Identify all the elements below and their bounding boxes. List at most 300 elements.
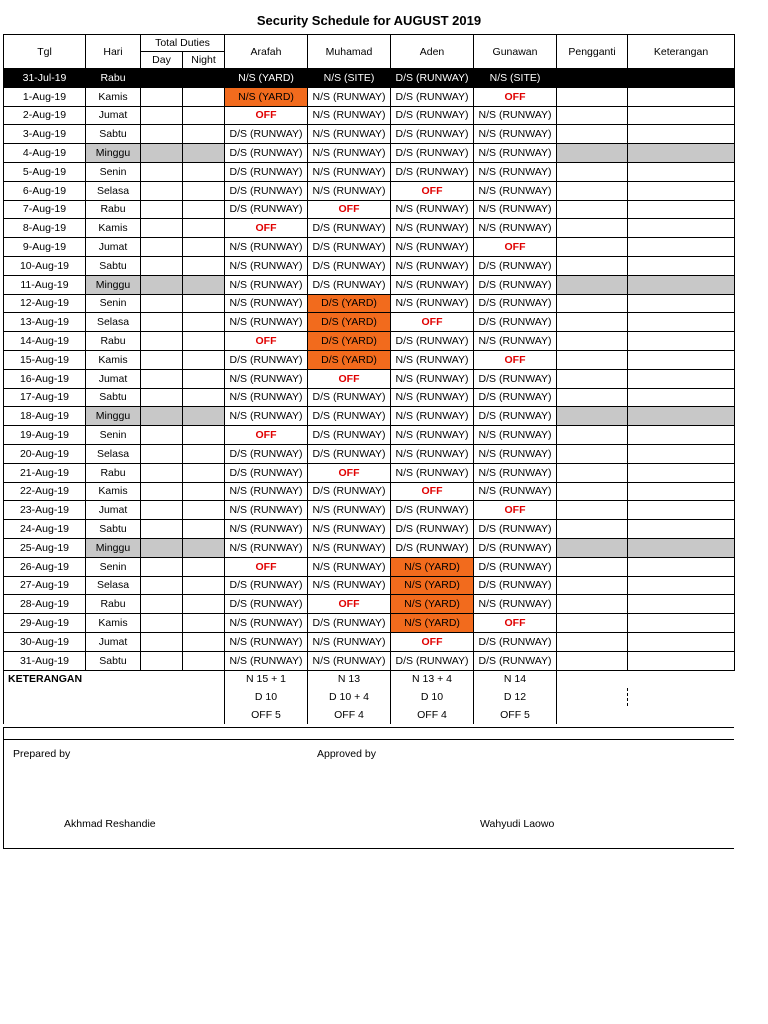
- table-row: [4, 426, 735, 445]
- cell-pengganti: [557, 162, 628, 181]
- cell-keterangan: [628, 294, 735, 313]
- cell-day: [141, 181, 183, 200]
- cell-night: [183, 275, 225, 294]
- cell-tgl: 17-Aug-19: [4, 388, 86, 407]
- summary-gunawan: N 14: [474, 670, 557, 688]
- cell-muhamad: N/S (RUNWAY): [308, 520, 391, 539]
- cell-keterangan: [628, 632, 735, 651]
- table-row: [4, 369, 735, 388]
- cell-muhamad: D/S (RUNWAY): [308, 275, 391, 294]
- table-row: [4, 538, 735, 557]
- table-row: [4, 463, 735, 482]
- cell-muhamad: D/S (RUNWAY): [308, 256, 391, 275]
- cell-arafah: D/S (RUNWAY): [225, 144, 308, 163]
- table-row: [4, 106, 735, 125]
- cell-night: [183, 595, 225, 614]
- summary-pengganti: [557, 706, 628, 724]
- cell-tgl: 8-Aug-19: [4, 219, 86, 238]
- cell-night: [183, 557, 225, 576]
- cell-keterangan: [628, 350, 735, 369]
- cell-aden: D/S (RUNWAY): [391, 69, 474, 88]
- cell-night: [183, 144, 225, 163]
- cell-night: [183, 388, 225, 407]
- cell-arafah: N/S (RUNWAY): [225, 614, 308, 633]
- cell-keterangan: [628, 557, 735, 576]
- cell-tgl: 29-Aug-19: [4, 614, 86, 633]
- cell-day: [141, 144, 183, 163]
- cell-day: [141, 444, 183, 463]
- cell-hari: Kamis: [86, 350, 141, 369]
- cell-arafah: N/S (RUNWAY): [225, 482, 308, 501]
- cell-hari: Selasa: [86, 313, 141, 332]
- cell-arafah: N/S (RUNWAY): [225, 313, 308, 332]
- cell-gunawan: OFF: [474, 238, 557, 257]
- cell-hari: Sabtu: [86, 125, 141, 144]
- cell-keterangan: [628, 106, 735, 125]
- cell-gunawan: D/S (RUNWAY): [474, 651, 557, 670]
- cell-night: [183, 501, 225, 520]
- cell-arafah: D/S (RUNWAY): [225, 125, 308, 144]
- cell-muhamad: OFF: [308, 369, 391, 388]
- cell-hari: Kamis: [86, 482, 141, 501]
- cell-gunawan: OFF: [474, 87, 557, 106]
- table-row: [4, 69, 735, 88]
- cell-night: [183, 181, 225, 200]
- table-row: [4, 313, 735, 332]
- cell-tgl: 15-Aug-19: [4, 350, 86, 369]
- cell-muhamad: N/S (RUNWAY): [308, 557, 391, 576]
- summary-aden: N 13 + 4: [391, 670, 474, 688]
- cell-hari: Selasa: [86, 576, 141, 595]
- cell-night: [183, 162, 225, 181]
- table-row: [4, 407, 735, 426]
- cell-day: [141, 482, 183, 501]
- cell-arafah: N/S (RUNWAY): [225, 651, 308, 670]
- cell-muhamad: OFF: [308, 200, 391, 219]
- cell-day: [141, 463, 183, 482]
- cell-night: [183, 482, 225, 501]
- cell-aden: N/S (RUNWAY): [391, 463, 474, 482]
- table-row: [4, 238, 735, 257]
- table-row: [4, 332, 735, 351]
- cell-aden: N/S (RUNWAY): [391, 444, 474, 463]
- cell-gunawan: D/S (RUNWAY): [474, 313, 557, 332]
- cell-arafah: OFF: [225, 557, 308, 576]
- cell-hari: Senin: [86, 557, 141, 576]
- cell-pengganti: [557, 181, 628, 200]
- cell-pengganti: [557, 651, 628, 670]
- cell-hari: Minggu: [86, 407, 141, 426]
- cell-hari: Kamis: [86, 87, 141, 106]
- cell-day: [141, 576, 183, 595]
- cell-arafah: N/S (RUNWAY): [225, 369, 308, 388]
- table-row: [4, 294, 735, 313]
- cell-muhamad: D/S (YARD): [308, 313, 391, 332]
- table-row: [4, 595, 735, 614]
- cell-arafah: D/S (RUNWAY): [225, 463, 308, 482]
- cell-muhamad: N/S (RUNWAY): [308, 106, 391, 125]
- schedule-table: [3, 34, 735, 724]
- cell-hari: Senin: [86, 162, 141, 181]
- cell-muhamad: N/S (RUNWAY): [308, 651, 391, 670]
- table-row: [4, 181, 735, 200]
- cell-tgl: 23-Aug-19: [4, 501, 86, 520]
- cell-pengganti: [557, 501, 628, 520]
- cell-hari: Jumat: [86, 238, 141, 257]
- table-row: [4, 350, 735, 369]
- cell-pengganti: [557, 294, 628, 313]
- cell-aden: N/S (RUNWAY): [391, 350, 474, 369]
- cell-aden: N/S (RUNWAY): [391, 426, 474, 445]
- cell-arafah: N/S (YARD): [225, 69, 308, 88]
- cell-keterangan: [628, 576, 735, 595]
- header-hari: Hari: [86, 35, 141, 69]
- cell-night: [183, 106, 225, 125]
- cell-aden: N/S (RUNWAY): [391, 200, 474, 219]
- cell-night: [183, 313, 225, 332]
- cell-arafah: N/S (RUNWAY): [225, 294, 308, 313]
- cell-gunawan: N/S (RUNWAY): [474, 106, 557, 125]
- cell-muhamad: N/S (SITE): [308, 69, 391, 88]
- cell-night: [183, 614, 225, 633]
- cell-arafah: N/S (RUNWAY): [225, 238, 308, 257]
- cell-aden: OFF: [391, 313, 474, 332]
- cell-night: [183, 87, 225, 106]
- cell-aden: D/S (RUNWAY): [391, 162, 474, 181]
- cell-hari: Selasa: [86, 444, 141, 463]
- cell-day: [141, 614, 183, 633]
- cell-gunawan: N/S (RUNWAY): [474, 181, 557, 200]
- cell-keterangan: [628, 520, 735, 539]
- cell-keterangan: [628, 482, 735, 501]
- cell-pengganti: [557, 576, 628, 595]
- cell-tgl: 24-Aug-19: [4, 520, 86, 539]
- cell-muhamad: D/S (RUNWAY): [308, 238, 391, 257]
- cell-muhamad: D/S (RUNWAY): [308, 426, 391, 445]
- cell-tgl: 3-Aug-19: [4, 125, 86, 144]
- cell-day: [141, 407, 183, 426]
- cell-aden: N/S (YARD): [391, 576, 474, 595]
- cell-day: [141, 520, 183, 539]
- cell-keterangan: [628, 388, 735, 407]
- cell-aden: D/S (RUNWAY): [391, 87, 474, 106]
- cell-muhamad: D/S (RUNWAY): [308, 444, 391, 463]
- cell-gunawan: N/S (RUNWAY): [474, 162, 557, 181]
- cell-day: [141, 200, 183, 219]
- table-row: [4, 219, 735, 238]
- cell-muhamad: N/S (RUNWAY): [308, 144, 391, 163]
- cell-arafah: N/S (RUNWAY): [225, 501, 308, 520]
- cell-keterangan: [628, 181, 735, 200]
- cell-pengganti: [557, 407, 628, 426]
- cell-day: [141, 557, 183, 576]
- table-row: [4, 651, 735, 670]
- cell-pengganti: [557, 463, 628, 482]
- cell-pengganti: [557, 538, 628, 557]
- summary-arafah: D 10: [225, 688, 308, 706]
- table-row: [4, 144, 735, 163]
- cell-gunawan: N/S (RUNWAY): [474, 219, 557, 238]
- cell-aden: OFF: [391, 482, 474, 501]
- summary-label: [4, 706, 225, 724]
- cell-hari: Sabtu: [86, 388, 141, 407]
- cell-tgl: 16-Aug-19: [4, 369, 86, 388]
- prepared-by-label: Prepared by: [13, 748, 71, 760]
- cell-arafah: N/S (RUNWAY): [225, 632, 308, 651]
- cell-night: [183, 125, 225, 144]
- table-row: [4, 576, 735, 595]
- cell-keterangan: [628, 125, 735, 144]
- cell-hari: Senin: [86, 294, 141, 313]
- cell-muhamad: D/S (RUNWAY): [308, 482, 391, 501]
- cell-pengganti: [557, 106, 628, 125]
- summary-gunawan: D 12: [474, 688, 557, 706]
- cell-arafah: D/S (RUNWAY): [225, 444, 308, 463]
- cell-hari: Rabu: [86, 332, 141, 351]
- cell-hari: Sabtu: [86, 520, 141, 539]
- cell-aden: D/S (RUNWAY): [391, 144, 474, 163]
- cell-tgl: 31-Jul-19: [4, 69, 86, 88]
- cell-night: [183, 463, 225, 482]
- summary-label: [4, 688, 225, 706]
- cell-muhamad: N/S (RUNWAY): [308, 125, 391, 144]
- page-title: Security Schedule for AUGUST 2019: [256, 13, 482, 28]
- header-total-duties: Total Duties: [141, 35, 225, 52]
- table-row: [4, 482, 735, 501]
- cell-tgl: 14-Aug-19: [4, 332, 86, 351]
- cell-arafah: N/S (RUNWAY): [225, 538, 308, 557]
- table-row: [4, 444, 735, 463]
- cell-day: [141, 651, 183, 670]
- table-row: [4, 501, 735, 520]
- table-row: [4, 256, 735, 275]
- cell-hari: Kamis: [86, 614, 141, 633]
- cell-day: [141, 87, 183, 106]
- cell-keterangan: [628, 426, 735, 445]
- cell-arafah: N/S (RUNWAY): [225, 275, 308, 294]
- cell-pengganti: [557, 350, 628, 369]
- cell-aden: N/S (YARD): [391, 614, 474, 633]
- cell-aden: OFF: [391, 632, 474, 651]
- cell-gunawan: D/S (RUNWAY): [474, 538, 557, 557]
- cell-pengganti: [557, 313, 628, 332]
- summary-keterangan: [628, 688, 735, 706]
- prepared-by-name: Akhmad Reshandie: [64, 818, 156, 830]
- cell-gunawan: D/S (RUNWAY): [474, 369, 557, 388]
- cell-keterangan: [628, 69, 735, 88]
- cell-gunawan: D/S (RUNWAY): [474, 557, 557, 576]
- cell-day: [141, 501, 183, 520]
- cell-aden: D/S (RUNWAY): [391, 125, 474, 144]
- cell-keterangan: [628, 238, 735, 257]
- cell-gunawan: D/S (RUNWAY): [474, 520, 557, 539]
- cell-hari: Kamis: [86, 219, 141, 238]
- header-gunawan: Gunawan: [474, 35, 557, 69]
- cell-pengganti: [557, 200, 628, 219]
- cell-hari: Jumat: [86, 501, 141, 520]
- cell-muhamad: N/S (RUNWAY): [308, 632, 391, 651]
- cell-gunawan: D/S (RUNWAY): [474, 407, 557, 426]
- cell-gunawan: OFF: [474, 350, 557, 369]
- table-row: [4, 614, 735, 633]
- cell-arafah: D/S (RUNWAY): [225, 576, 308, 595]
- summary-muhamad: D 10 + 4: [308, 688, 391, 706]
- cell-muhamad: D/S (YARD): [308, 350, 391, 369]
- cell-arafah: OFF: [225, 106, 308, 125]
- cell-tgl: 22-Aug-19: [4, 482, 86, 501]
- cell-gunawan: D/S (RUNWAY): [474, 275, 557, 294]
- cell-night: [183, 200, 225, 219]
- summary-arafah: OFF 5: [225, 706, 308, 724]
- cell-tgl: 25-Aug-19: [4, 538, 86, 557]
- cell-night: [183, 238, 225, 257]
- summary-row: [4, 706, 735, 724]
- cell-night: [183, 426, 225, 445]
- cell-muhamad: D/S (YARD): [308, 294, 391, 313]
- cell-hari: Jumat: [86, 369, 141, 388]
- cell-arafah: D/S (RUNWAY): [225, 595, 308, 614]
- cell-arafah: OFF: [225, 426, 308, 445]
- cell-aden: N/S (RUNWAY): [391, 238, 474, 257]
- cell-muhamad: N/S (RUNWAY): [308, 162, 391, 181]
- cell-gunawan: OFF: [474, 614, 557, 633]
- cell-arafah: N/S (RUNWAY): [225, 256, 308, 275]
- cell-gunawan: D/S (RUNWAY): [474, 294, 557, 313]
- cell-pengganti: [557, 238, 628, 257]
- cell-pengganti: [557, 595, 628, 614]
- cell-hari: Senin: [86, 426, 141, 445]
- cell-aden: D/S (RUNWAY): [391, 106, 474, 125]
- cell-gunawan: D/S (RUNWAY): [474, 388, 557, 407]
- table-row: [4, 125, 735, 144]
- approved-by-name: Wahyudi Laowo: [480, 818, 555, 830]
- cell-arafah: D/S (RUNWAY): [225, 181, 308, 200]
- cell-gunawan: N/S (RUNWAY): [474, 426, 557, 445]
- cell-aden: N/S (RUNWAY): [391, 407, 474, 426]
- summary-muhamad: N 13: [308, 670, 391, 688]
- cell-tgl: 2-Aug-19: [4, 106, 86, 125]
- cell-day: [141, 538, 183, 557]
- cell-tgl: 9-Aug-19: [4, 238, 86, 257]
- cell-hari: Rabu: [86, 595, 141, 614]
- cell-pengganti: [557, 632, 628, 651]
- cell-day: [141, 426, 183, 445]
- header-day: Day: [141, 52, 183, 69]
- cell-pengganti: [557, 69, 628, 88]
- cell-tgl: 30-Aug-19: [4, 632, 86, 651]
- summary-row: [4, 670, 735, 688]
- cell-hari: Selasa: [86, 181, 141, 200]
- cell-night: [183, 651, 225, 670]
- cell-day: [141, 238, 183, 257]
- cell-muhamad: OFF: [308, 463, 391, 482]
- table-row: [4, 520, 735, 539]
- cell-pengganti: [557, 444, 628, 463]
- cell-keterangan: [628, 313, 735, 332]
- cell-hari: Minggu: [86, 275, 141, 294]
- cell-arafah: D/S (RUNWAY): [225, 350, 308, 369]
- summary-keterangan: [628, 706, 735, 724]
- cell-hari: Rabu: [86, 200, 141, 219]
- cell-tgl: 20-Aug-19: [4, 444, 86, 463]
- cell-aden: N/S (RUNWAY): [391, 256, 474, 275]
- cell-keterangan: [628, 595, 735, 614]
- cell-aden: D/S (RUNWAY): [391, 538, 474, 557]
- cell-day: [141, 125, 183, 144]
- cell-tgl: 26-Aug-19: [4, 557, 86, 576]
- cell-night: [183, 538, 225, 557]
- summary-keterangan: [628, 670, 735, 688]
- cell-arafah: N/S (RUNWAY): [225, 520, 308, 539]
- cell-day: [141, 350, 183, 369]
- cell-day: [141, 162, 183, 181]
- cell-pengganti: [557, 520, 628, 539]
- cell-keterangan: [628, 463, 735, 482]
- cell-aden: OFF: [391, 181, 474, 200]
- cell-gunawan: N/S (RUNWAY): [474, 144, 557, 163]
- cell-gunawan: D/S (RUNWAY): [474, 576, 557, 595]
- cell-muhamad: N/S (RUNWAY): [308, 501, 391, 520]
- cell-day: [141, 219, 183, 238]
- cell-keterangan: [628, 369, 735, 388]
- cell-night: [183, 256, 225, 275]
- summary-muhamad: OFF 4: [308, 706, 391, 724]
- cell-night: [183, 350, 225, 369]
- cell-muhamad: N/S (RUNWAY): [308, 538, 391, 557]
- cell-keterangan: [628, 162, 735, 181]
- cell-keterangan: [628, 538, 735, 557]
- cell-tgl: 28-Aug-19: [4, 595, 86, 614]
- cell-night: [183, 219, 225, 238]
- cell-hari: Jumat: [86, 106, 141, 125]
- cell-day: [141, 275, 183, 294]
- cell-night: [183, 444, 225, 463]
- cell-arafah: N/S (RUNWAY): [225, 388, 308, 407]
- summary-row: [4, 688, 735, 706]
- summary-label: KETERANGAN: [4, 670, 225, 688]
- cell-pengganti: [557, 557, 628, 576]
- cell-muhamad: D/S (RUNWAY): [308, 388, 391, 407]
- cell-pengganti: [557, 144, 628, 163]
- cell-tgl: 18-Aug-19: [4, 407, 86, 426]
- header-arafah: Arafah: [225, 35, 308, 69]
- cell-keterangan: [628, 651, 735, 670]
- cell-keterangan: [628, 87, 735, 106]
- table-row: [4, 275, 735, 294]
- cell-muhamad: D/S (RUNWAY): [308, 219, 391, 238]
- signature-section: [3, 739, 734, 849]
- cell-gunawan: D/S (RUNWAY): [474, 256, 557, 275]
- cell-aden: D/S (RUNWAY): [391, 520, 474, 539]
- cell-aden: N/S (YARD): [391, 557, 474, 576]
- cell-day: [141, 595, 183, 614]
- cell-pengganti: [557, 614, 628, 633]
- cell-muhamad: OFF: [308, 595, 391, 614]
- cell-night: [183, 520, 225, 539]
- cell-day: [141, 294, 183, 313]
- cell-hari: Jumat: [86, 632, 141, 651]
- cell-night: [183, 332, 225, 351]
- table-row: [4, 200, 735, 219]
- cell-night: [183, 294, 225, 313]
- cell-night: [183, 407, 225, 426]
- table-row: [4, 557, 735, 576]
- cell-pengganti: [557, 388, 628, 407]
- cell-tgl: 13-Aug-19: [4, 313, 86, 332]
- cell-pengganti: [557, 369, 628, 388]
- cell-day: [141, 369, 183, 388]
- approved-by-label: Approved by: [317, 748, 376, 760]
